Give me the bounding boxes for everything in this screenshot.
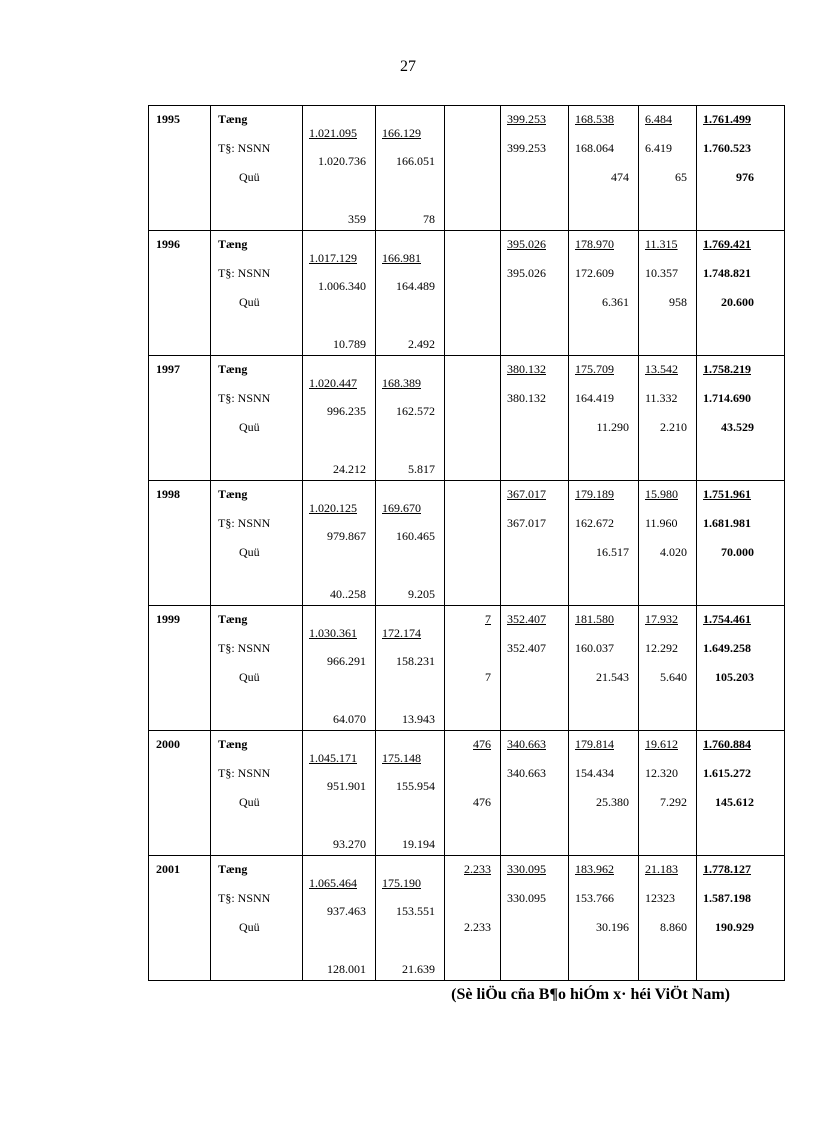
label-cell (211, 231, 303, 356)
year-cell (149, 606, 211, 731)
label-nsnn: T§: NSNN (218, 766, 271, 780)
col5-nsnn: 172.609 (575, 266, 614, 280)
col5-fund: 21.543 (596, 670, 629, 684)
col4-cell (501, 481, 569, 606)
year: 1996 (156, 237, 180, 251)
col6-cell (639, 731, 697, 856)
col5-total: 179.814 (575, 737, 614, 751)
col4-cell (501, 106, 569, 231)
label-nsnn: T§: NSNN (218, 141, 271, 155)
col6-cell (639, 481, 697, 606)
col4-nsnn: 330.095 (507, 891, 546, 905)
col1-nsnn: 1.006.340 (318, 279, 366, 293)
col5-fund: 16.517 (596, 545, 629, 559)
col5-fund: 474 (611, 170, 629, 184)
col3-cell (445, 731, 501, 856)
col6-cell (639, 606, 697, 731)
col5-fund: 30.196 (596, 920, 629, 934)
col3-nsnn: 476 (473, 795, 491, 809)
col6-fund: 7.292 (660, 795, 687, 809)
grand-total: 1.761.499 (703, 112, 751, 126)
col6-fund: 958 (669, 295, 687, 309)
col5-total: 175.709 (575, 362, 614, 376)
col3-total: 2.233 (464, 862, 491, 876)
col6-fund: 4.020 (660, 545, 687, 559)
table-row (149, 231, 785, 356)
col2-fund: 78 (423, 212, 435, 226)
col1-cell (303, 856, 376, 981)
col4-nsnn: 352.407 (507, 641, 546, 655)
col2-fund: 13.943 (402, 712, 435, 726)
col4-nsnn: 367.017 (507, 516, 546, 530)
col5-total: 181.580 (575, 612, 614, 626)
col1-total: 1.020.447 (309, 376, 357, 390)
table-body (149, 106, 785, 981)
grand-total-fund: 190.929 (715, 920, 754, 934)
col5-nsnn: 164.419 (575, 391, 614, 405)
col2-cell (376, 731, 445, 856)
col5-cell (569, 356, 639, 481)
col5-cell (569, 731, 639, 856)
col1-fund: 93.270 (333, 837, 366, 851)
col3-nsnn: 7 (485, 670, 491, 684)
col1-cell (303, 231, 376, 356)
col2-total: 169.670 (382, 501, 421, 515)
source-note: (Sè liÖu cña B¶o hiÓm x· héi ViÖt Nam) (451, 986, 730, 1003)
year-cell (149, 231, 211, 356)
label-cell (211, 856, 303, 981)
year: 2001 (156, 862, 180, 876)
col5-nsnn: 162.672 (575, 516, 614, 530)
col1-fund: 64.070 (333, 712, 366, 726)
col2-nsnn: 155.954 (396, 779, 435, 793)
col6-total: 6.484 (645, 112, 672, 126)
label-fund: Quü (239, 295, 260, 309)
col6-nsnn: 10.357 (645, 266, 678, 280)
grand-total-nsnn: 1.714.690 (703, 391, 751, 405)
col2-fund: 21.639 (402, 962, 435, 976)
col5-nsnn: 153.766 (575, 891, 614, 905)
col5-total: 178.970 (575, 237, 614, 251)
col1-nsnn: 951.901 (327, 779, 366, 793)
col5-cell (569, 231, 639, 356)
grand-total-fund: 43.529 (721, 420, 754, 434)
year-cell (149, 856, 211, 981)
label-fund: Quü (239, 170, 260, 184)
col2-nsnn: 166.051 (396, 154, 435, 168)
col1-cell (303, 606, 376, 731)
total-cell (697, 106, 785, 231)
col1-nsnn: 979.867 (327, 529, 366, 543)
col4-total: 380.132 (507, 362, 546, 376)
label-total: Tæng (218, 487, 248, 501)
col3-total: 7 (485, 612, 491, 626)
col2-nsnn: 153.551 (396, 904, 435, 918)
col1-fund: 359 (348, 212, 366, 226)
col1-fund: 128.001 (327, 962, 366, 976)
total-cell (697, 856, 785, 981)
col6-nsnn: 12323 (645, 891, 675, 905)
total-cell (697, 231, 785, 356)
col2-total: 175.190 (382, 876, 421, 890)
col1-nsnn: 1.020.736 (318, 154, 366, 168)
col1-total: 1.045.171 (309, 751, 357, 765)
col2-cell (376, 106, 445, 231)
col3-cell (445, 481, 501, 606)
col2-fund: 2.492 (408, 337, 435, 351)
col6-nsnn: 12.292 (645, 641, 678, 655)
year: 1997 (156, 362, 180, 376)
col3-cell (445, 606, 501, 731)
col6-cell (639, 856, 697, 981)
col6-total: 19.612 (645, 737, 678, 751)
col5-total: 183.962 (575, 862, 614, 876)
label-fund: Quü (239, 670, 260, 684)
total-cell (697, 606, 785, 731)
col1-total: 1.020.125 (309, 501, 357, 515)
col1-total: 1.021.095 (309, 126, 357, 140)
col5-total: 179.189 (575, 487, 614, 501)
col1-nsnn: 966.291 (327, 654, 366, 668)
col1-cell (303, 356, 376, 481)
col1-fund: 10.789 (333, 337, 366, 351)
col6-total: 11.315 (645, 237, 678, 251)
col2-total: 166.129 (382, 126, 421, 140)
col1-cell (303, 106, 376, 231)
col4-total: 395.026 (507, 237, 546, 251)
label-total: Tæng (218, 112, 248, 126)
grand-total: 1.778.127 (703, 862, 751, 876)
grand-total: 1.751.961 (703, 487, 751, 501)
col6-fund: 2.210 (660, 420, 687, 434)
col6-fund: 5.640 (660, 670, 687, 684)
label-cell (211, 606, 303, 731)
label-fund: Quü (239, 920, 260, 934)
col6-nsnn: 11.332 (645, 391, 678, 405)
label-nsnn: T§: NSNN (218, 391, 271, 405)
col1-nsnn: 996.235 (327, 404, 366, 418)
table-row (149, 356, 785, 481)
table-row (149, 856, 785, 981)
grand-total-nsnn: 1.748.821 (703, 266, 751, 280)
col5-fund: 25.380 (596, 795, 629, 809)
grand-total-nsnn: 1.615.272 (703, 766, 751, 780)
total-cell (697, 356, 785, 481)
col5-cell (569, 481, 639, 606)
label-fund: Quü (239, 420, 260, 434)
col3-total: 476 (473, 737, 491, 751)
grand-total: 1.760.884 (703, 737, 751, 751)
col5-nsnn: 154.434 (575, 766, 614, 780)
col2-nsnn: 162.572 (396, 404, 435, 418)
col1-total: 1.065.464 (309, 876, 357, 890)
year-cell (149, 106, 211, 231)
col1-fund: 40..258 (330, 587, 366, 601)
label-fund: Quü (239, 545, 260, 559)
col2-nsnn: 164.489 (396, 279, 435, 293)
col1-fund: 24.212 (333, 462, 366, 476)
col6-nsnn: 11.960 (645, 516, 678, 530)
col4-cell (501, 356, 569, 481)
label-total: Tæng (218, 612, 248, 626)
col4-cell (501, 856, 569, 981)
col5-nsnn: 160.037 (575, 641, 614, 655)
col4-cell (501, 731, 569, 856)
col6-total: 21.183 (645, 862, 678, 876)
label-fund: Quü (239, 795, 260, 809)
year-cell (149, 356, 211, 481)
label-total: Tæng (218, 862, 248, 876)
col4-nsnn: 380.132 (507, 391, 546, 405)
col3-nsnn: 2.233 (464, 920, 491, 934)
year: 1998 (156, 487, 180, 501)
col1-cell (303, 731, 376, 856)
col3-cell (445, 106, 501, 231)
grand-total: 1.754.461 (703, 612, 751, 626)
grand-total: 1.769.421 (703, 237, 751, 251)
col2-total: 166.981 (382, 251, 421, 265)
grand-total-fund: 105.203 (715, 670, 754, 684)
col5-fund: 6.361 (602, 295, 629, 309)
col5-total: 168.538 (575, 112, 614, 126)
col2-total: 168.389 (382, 376, 421, 390)
col1-total: 1.017.129 (309, 251, 357, 265)
col1-total: 1.030.361 (309, 626, 357, 640)
grand-total-fund: 70.000 (721, 545, 754, 559)
label-total: Tæng (218, 362, 248, 376)
label-cell (211, 481, 303, 606)
col4-total: 330.095 (507, 862, 546, 876)
grand-total-fund: 976 (736, 170, 754, 184)
year-cell (149, 731, 211, 856)
col4-total: 399.253 (507, 112, 546, 126)
col4-nsnn: 340.663 (507, 766, 546, 780)
col6-cell (639, 231, 697, 356)
label-total: Tæng (218, 737, 248, 751)
col4-nsnn: 395.026 (507, 266, 546, 280)
grand-total-nsnn: 1.681.981 (703, 516, 751, 530)
col6-total: 15.980 (645, 487, 678, 501)
col1-nsnn: 937.463 (327, 904, 366, 918)
col1-cell (303, 481, 376, 606)
total-cell (697, 731, 785, 856)
col4-cell (501, 606, 569, 731)
col6-total: 13.542 (645, 362, 678, 376)
year-cell (149, 481, 211, 606)
table-row (149, 606, 785, 731)
col6-cell (639, 356, 697, 481)
col2-cell (376, 856, 445, 981)
col6-cell (639, 106, 697, 231)
table-row (149, 481, 785, 606)
col3-cell (445, 356, 501, 481)
grand-total-fund: 145.612 (715, 795, 754, 809)
grand-total-nsnn: 1.649.258 (703, 641, 751, 655)
label-cell (211, 106, 303, 231)
grand-total: 1.758.219 (703, 362, 751, 376)
col4-cell (501, 231, 569, 356)
col2-cell (376, 481, 445, 606)
col4-nsnn: 399.253 (507, 141, 546, 155)
col4-total: 340.663 (507, 737, 546, 751)
col2-total: 172.174 (382, 626, 421, 640)
label-total: Tæng (218, 237, 248, 251)
col2-fund: 19.194 (402, 837, 435, 851)
col6-nsnn: 12.320 (645, 766, 678, 780)
col6-total: 17.932 (645, 612, 678, 626)
col2-fund: 9.205 (408, 587, 435, 601)
label-nsnn: T§: NSNN (218, 641, 271, 655)
grand-total-nsnn: 1.760.523 (703, 141, 751, 155)
col5-cell (569, 856, 639, 981)
col6-fund: 8.860 (660, 920, 687, 934)
total-cell (697, 481, 785, 606)
col2-nsnn: 158.231 (396, 654, 435, 668)
col3-cell (445, 856, 501, 981)
col4-total: 352.407 (507, 612, 546, 626)
label-cell (211, 731, 303, 856)
col2-fund: 5.817 (408, 462, 435, 476)
col5-nsnn: 168.064 (575, 141, 614, 155)
col2-nsnn: 160.465 (396, 529, 435, 543)
page-number: 27 (400, 58, 416, 75)
col5-fund: 11.290 (596, 420, 629, 434)
col6-fund: 65 (675, 170, 687, 184)
table-row (149, 731, 785, 856)
col2-cell (376, 231, 445, 356)
col6-nsnn: 6.419 (645, 141, 672, 155)
year: 1995 (156, 112, 180, 126)
year: 2000 (156, 737, 180, 751)
col5-cell (569, 606, 639, 731)
label-cell (211, 356, 303, 481)
grand-total-nsnn: 1.587.198 (703, 891, 751, 905)
col5-cell (569, 106, 639, 231)
col2-cell (376, 356, 445, 481)
col2-cell (376, 606, 445, 731)
label-nsnn: T§: NSNN (218, 516, 271, 530)
col2-total: 175.148 (382, 751, 421, 765)
year: 1999 (156, 612, 180, 626)
label-nsnn: T§: NSNN (218, 891, 271, 905)
col3-cell (445, 231, 501, 356)
label-nsnn: T§: NSNN (218, 266, 271, 280)
table-row (149, 106, 785, 231)
pension-statistics-table (148, 105, 785, 981)
grand-total-fund: 20.600 (721, 295, 754, 309)
col4-total: 367.017 (507, 487, 546, 501)
